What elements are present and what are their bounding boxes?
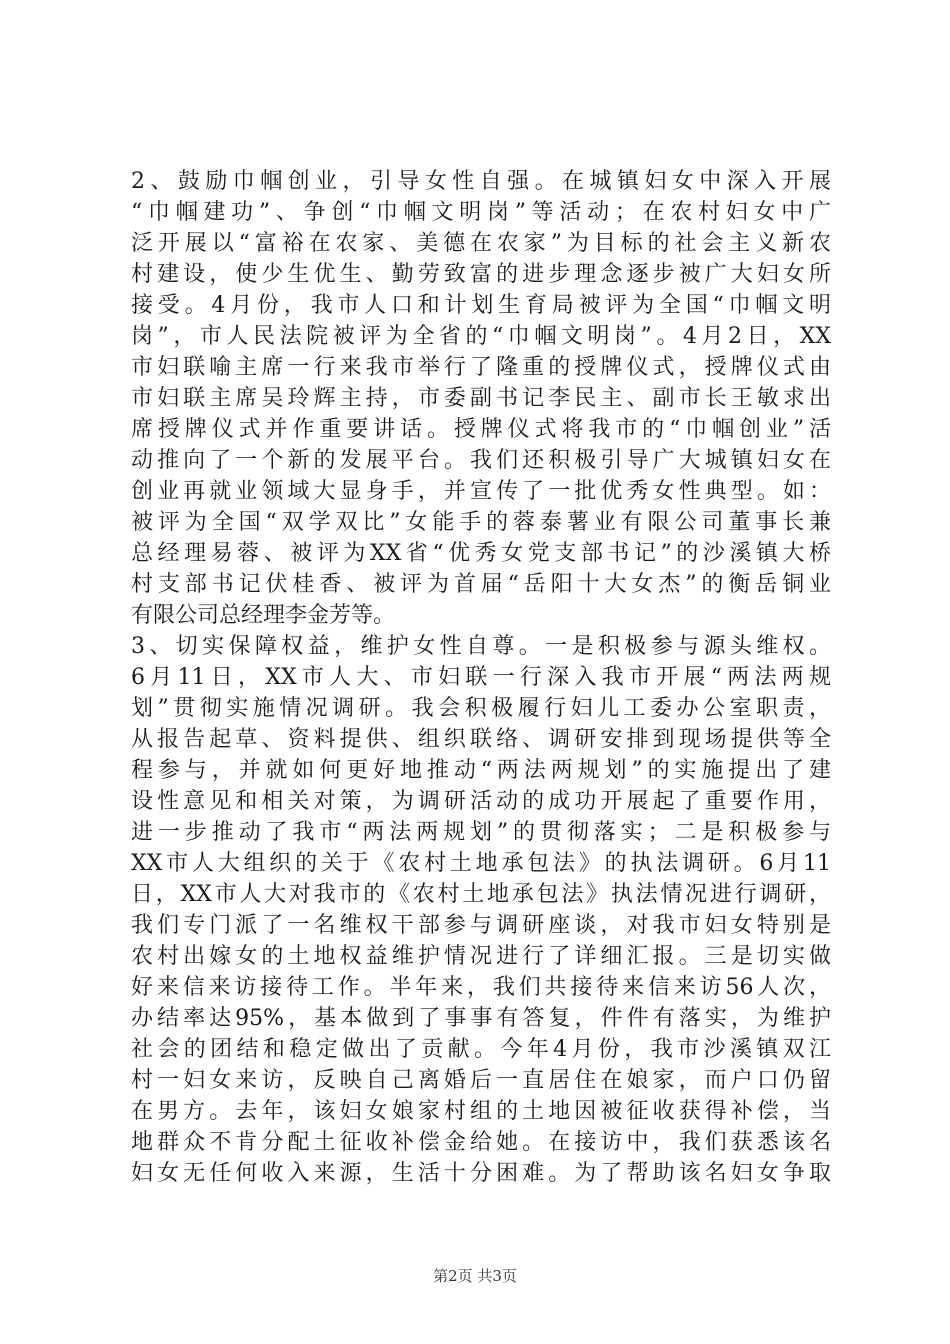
text-line: 进一步推动了我市“两法两规划”的贯彻落实；二是积极参与 bbox=[131, 820, 831, 845]
text-line: 被评为全国“双学双比”女能手的蓉泰薯业有限公司董事长兼 bbox=[131, 510, 831, 535]
paragraph-2 bbox=[131, 166, 831, 631]
paragraph-3 bbox=[131, 631, 831, 1189]
text-line: 妇女无任何收入来源，生活十分困难。为了帮助该名妇女争取 bbox=[131, 1161, 831, 1186]
text-line: 泛开展以“富裕在农家、美德在农家”为目标的社会主义新农 bbox=[131, 231, 831, 256]
text-line: 好来信来访接待工作。半年来，我们共接待来信来访56人次， bbox=[131, 975, 831, 1000]
text-line: “巾帼建功”、争创“巾帼文明岗”等活动；在农村妇女中广 bbox=[131, 200, 831, 225]
text-line: 接受。4月份，我市人口和计划生育局被评为全国“巾帼文明 bbox=[131, 293, 831, 318]
text-line: 有限公司总经理李金芳等。 bbox=[131, 603, 396, 628]
text-line: 创业再就业领域大显身手，并宣传了一批优秀女性典型。如： bbox=[131, 479, 831, 504]
text-line: 地群众不肯分配土征收补偿金给她。在接访中，我们获悉该名 bbox=[131, 1130, 831, 1155]
text-line: 6月11日，XX市人大、市妇联一行深入我市开展“两法两规 bbox=[131, 665, 831, 690]
text-line: 日，XX市人大对我市的《农村土地承包法》执法情况进行调研， bbox=[131, 882, 831, 907]
text-line: 划”贯彻实施情况调研。我会积极履行妇儿工委办公室职责， bbox=[131, 696, 831, 721]
text-line: 农村出嫁女的土地权益维护情况进行了详细汇报。三是切实做 bbox=[131, 944, 831, 969]
text-line: 2、鼓励巾帼创业，引导女性自强。在城镇妇女中深入开展 bbox=[131, 169, 831, 194]
text-line: XX市人大组织的关于《农村土地承包法》的执法调研。6月11 bbox=[131, 851, 831, 876]
text-line: 程参与，并就如何更好地推动“两法两规划”的实施提出了建 bbox=[131, 758, 831, 783]
text-line: 市妇联主席吴玲辉主持，市委副书记李民主、副市长王敏求出 bbox=[131, 386, 831, 411]
text-line: 岗”，市人民法院被评为全省的“巾帼文明岗”。4月2日，XX bbox=[131, 324, 831, 349]
text-line: 在男方。去年，该妇女娘家村组的土地因被征收获得补偿，当 bbox=[131, 1099, 831, 1124]
text-line: 办结率达95%，基本做到了事事有答复，件件有落实，为维护 bbox=[131, 1006, 831, 1031]
text-line: 总经理易蓉、被评为XX省“优秀女党支部书记”的沙溪镇大桥 bbox=[131, 541, 831, 566]
text-line: 村支部书记伏桂香、被评为首届“岳阳十大女杰”的衡岳铜业 bbox=[131, 572, 831, 597]
page-footer: 第2页 共3页 bbox=[433, 1267, 517, 1285]
text-line: 村建设，使少生优生、勤劳致富的进步理念逐步被广大妇女所 bbox=[131, 262, 831, 287]
text-line: 席授牌仪式并作重要讲话。授牌仪式将我市的“巾帼创业”活 bbox=[131, 417, 831, 442]
text-line: 我们专门派了一名维权干部参与调研座谈，对我市妇女特别是 bbox=[131, 913, 831, 938]
text-line: 3、切实保障权益，维护女性自尊。一是积极参与源头维权。 bbox=[131, 634, 831, 659]
document-body bbox=[131, 166, 831, 1189]
text-line: 村一妇女来访，反映自己离婚后一直居住在娘家，而户口仍留 bbox=[131, 1068, 831, 1093]
text-line: 从报告起草、资料提供、组织联络、调研安排到现场提供等全 bbox=[131, 727, 831, 752]
text-line: 社会的团结和稳定做出了贡献。今年4月份，我市沙溪镇双江 bbox=[131, 1037, 831, 1062]
text-line: 动推向了一个新的发展平台。我们还积极引导广大城镇妇女在 bbox=[131, 448, 831, 473]
text-line: 市妇联喻主席一行来我市举行了隆重的授牌仪式，授牌仪式由 bbox=[131, 355, 831, 380]
text-line: 设性意见和相关对策，为调研活动的成功开展起了重要作用， bbox=[131, 789, 831, 814]
